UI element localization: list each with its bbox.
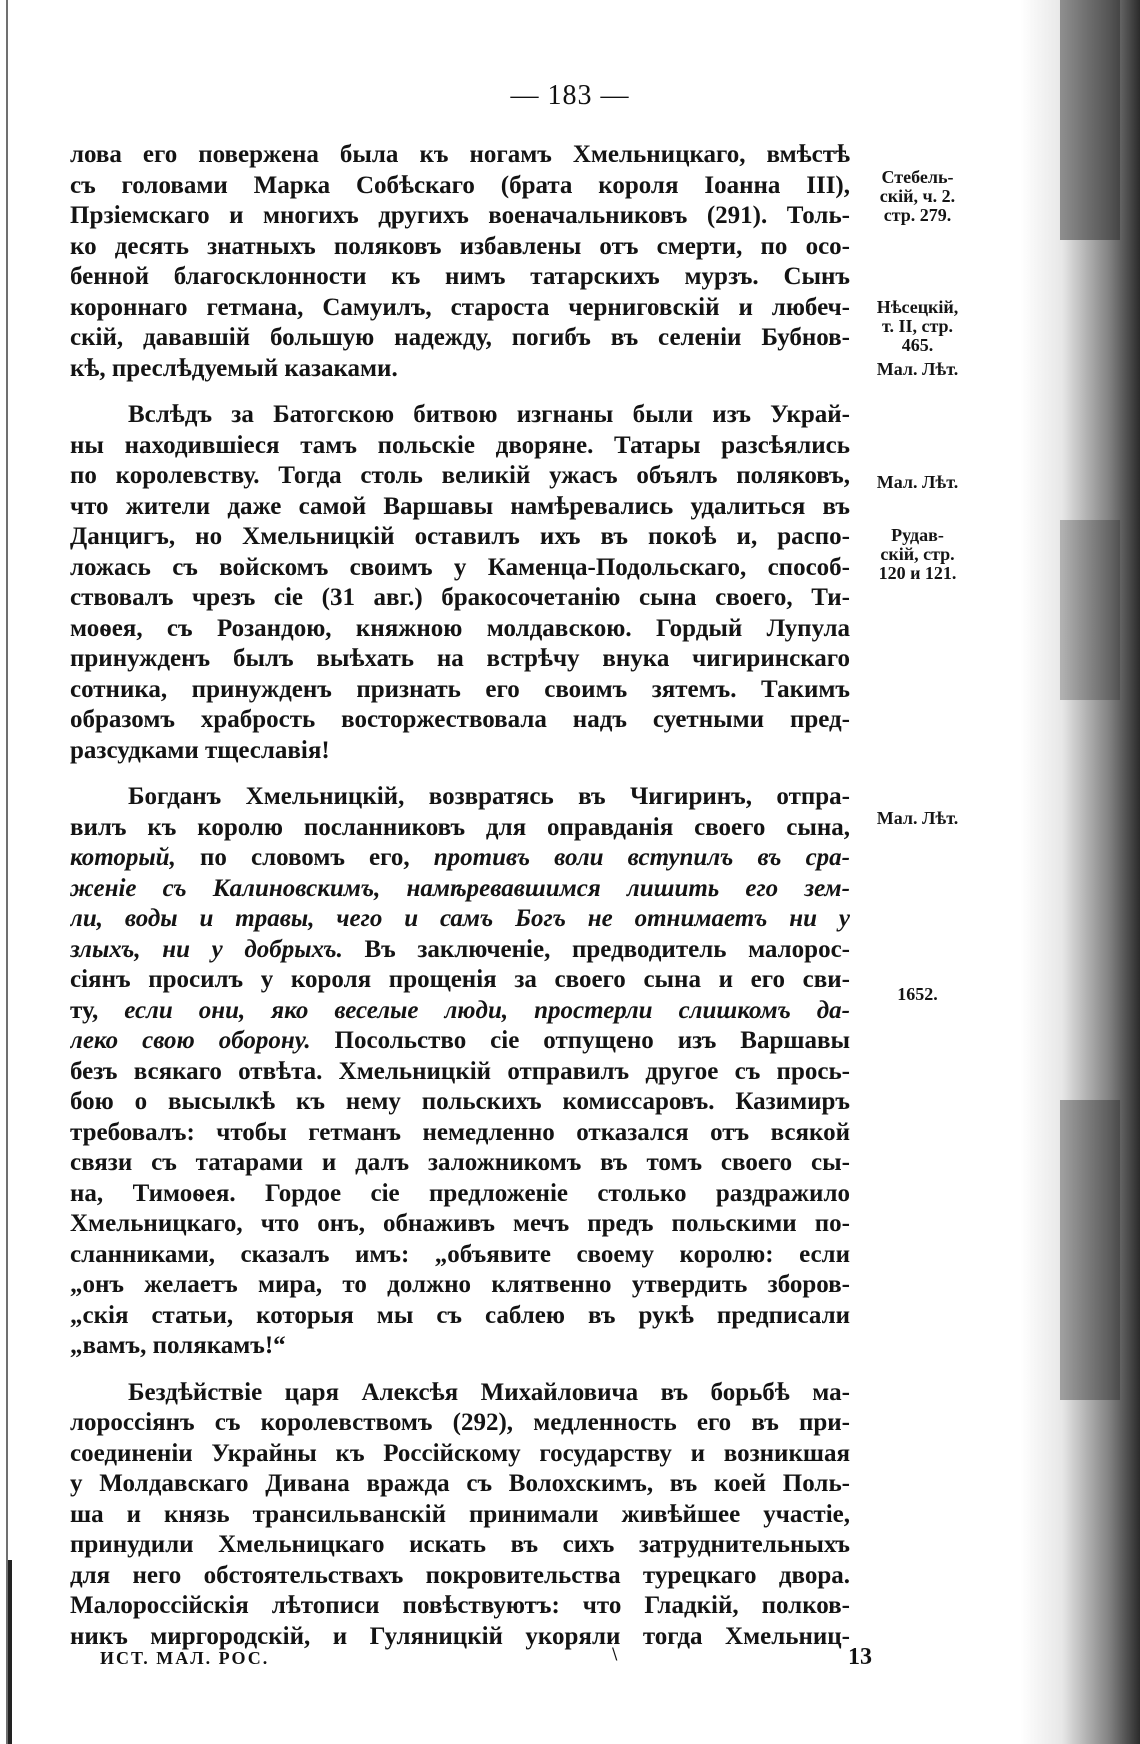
- text-line: Богданъ Хмельницкій, возвратясь въ Чигиринъ, отпра-: [128, 783, 850, 810]
- text-line: сіянъ просилъ у короля прощенія за своего сына и его сви-: [70, 966, 850, 993]
- text-line: Вслѣдъ за Батогскою битвою изгнаны были изъ Украй-: [128, 401, 850, 428]
- note-line: 120 и 121.: [878, 563, 957, 583]
- text-line: моѳея, съ Розандою, княжною молдавскою. Гордый Лупула: [70, 614, 850, 642]
- note-line: 1652.: [897, 984, 938, 1004]
- text-line: [70, 996, 850, 1027]
- text-line: принудили Хмельницкаго искать въ сихъ затруднительныхъ: [70, 1531, 850, 1558]
- scan-right-streak: [1060, 0, 1120, 240]
- text-line: [70, 935, 850, 966]
- text-line: „вамъ, полякамъ!“: [70, 1332, 286, 1359]
- text-line: у Молдавскаго Дивана вражда съ Волохскимъ, въ коей Поль-: [70, 1470, 850, 1497]
- margin-note: [855, 360, 980, 379]
- text-line: лова его повержена была къ ногамъ Хмельницкаго, вмѣстѣ: [70, 141, 850, 168]
- text-line: лороссіянъ съ королевствомъ (292), медленность его въ при-: [70, 1409, 850, 1436]
- scan-right-streak: [1060, 520, 1120, 700]
- note-line: Мал. Лѣт.: [876, 359, 959, 379]
- text-line: образомъ храбрость восторжествовала надъ суетными пред-: [70, 706, 850, 733]
- text-line: кѣ, преслѣдуемый казаками.: [70, 354, 398, 382]
- italic-text: леко свою оборону.: [70, 1027, 311, 1054]
- text-line: требовалъ: чтобы гетманъ немедленно отказался отъ всякой: [70, 1118, 850, 1146]
- text-line: „онъ желаетъ мира, то должно клятвенно утвердить зборов-: [70, 1271, 850, 1298]
- margin-note: [855, 526, 980, 583]
- roman-text: по словомъ его,: [175, 844, 434, 871]
- text-line: по королевству. Тогда столь великій ужасъ объялъ поляковъ,: [70, 462, 850, 489]
- text-line: безъ всякаго отвѣта. Хмельницкій отправилъ другое съ прось-: [70, 1057, 850, 1085]
- scan-right-streak: [1060, 1100, 1120, 1400]
- roman-text: ту,: [70, 996, 125, 1024]
- text-line: ко десять знатныхъ поляковъ избавлены отъ смерти, по осо-: [70, 232, 850, 260]
- text-line: соединеніи Украйны къ Россійскому государству и возникшая: [70, 1439, 850, 1467]
- note-line: т. II, стр.: [881, 316, 954, 336]
- text-line: принужденъ былъ выѣхать на встрѣчу внука чигиринскаго: [70, 645, 850, 672]
- italic-text: злыхъ, ни у добрыхъ.: [70, 935, 343, 963]
- signature-mark: ИСТ. МАЛ. РОС.: [100, 1648, 270, 1668]
- italic-text: который,: [70, 844, 176, 871]
- text-line: „скія статьи, которыя мы съ саблею въ рукѣ предписали: [70, 1301, 850, 1329]
- text-line: Хмельницкаго, что онъ, обнаживъ мечъ предъ польскими по-: [70, 1210, 850, 1237]
- text-line: ша и князь трансильванскій принимали живѣйшее участіе,: [70, 1500, 850, 1528]
- text-line: женіе съ Калиновскимъ, намѣревавшимся лишить его зем-: [70, 874, 850, 902]
- note-line: Стебель-: [881, 167, 954, 187]
- text-line: связи съ татарами и далъ заложникомъ въ томъ своего сы-: [70, 1149, 850, 1176]
- scan-right-shadow: [1020, 0, 1140, 1744]
- text-line: вилъ къ королю посланниковъ для оправданія своего сына,: [70, 813, 850, 841]
- note-line: Мал. Лѣт.: [876, 472, 959, 492]
- margin-note: [855, 168, 980, 225]
- text-line: для него обстоятельствахъ покровительства турецкаго двора.: [70, 1561, 850, 1589]
- margin-note: [855, 298, 980, 355]
- text-line: ли, воды и травы, чего и самъ Богъ не отнимаетъ ни у: [70, 905, 850, 932]
- roman-text: Посольство сіе отпущено изъ Варшавы: [310, 1027, 850, 1054]
- text-line: бою о высылкѣ къ нему польскихъ комиссаровъ. Казимиръ: [70, 1088, 850, 1115]
- text-line: сотника, принужденъ признать его своимъ зятемъ. Такимъ: [70, 675, 850, 703]
- note-line: Рудав-: [891, 525, 944, 545]
- note-line: стр. 279.: [883, 205, 952, 225]
- text-line: [70, 843, 850, 874]
- text-line: бенной благосклонности къ нимъ татарскихъ мурзъ. Сынъ: [70, 263, 850, 290]
- text-line: на, Тимоѳея. Гордое сіе предложеніе столько раздражило: [70, 1179, 850, 1207]
- margin-note: [855, 809, 980, 828]
- page-number: — 183 —: [510, 80, 630, 111]
- text-line: сланниками, сказалъ имъ: „объявите своему королю: если: [70, 1240, 850, 1268]
- italic-text: противъ воли вступилъ въ сра-: [433, 844, 850, 871]
- note-line: 465.: [901, 335, 934, 355]
- scan-left-edge-dark: [8, 1560, 12, 1744]
- text-line: Малороссійскія лѣтописи повѣствуютъ: что Гладкій, полков-: [70, 1592, 850, 1619]
- footer-mark: \: [612, 1644, 618, 1663]
- text-line: ны находившіеся тамъ польскіе дворяне. Татары разсѣялись: [70, 431, 850, 459]
- sheet-number: 13: [848, 1644, 872, 1670]
- text-line: разсудками тщеславія!: [70, 736, 330, 764]
- text-line: Данцигъ, но Хмельницкій оставилъ ихъ въ покоѣ и, распо-: [70, 523, 850, 550]
- margin-note: [855, 985, 980, 1004]
- roman-text: Въ заключеніе, предводитель малорос-: [342, 935, 850, 963]
- text-line: Бездѣйствіе царя Алексѣя Михайловича въ борьбѣ ма-: [128, 1378, 850, 1406]
- text-line: ствовалъ чрезъ сіе (31 авг.) бракосочетанію сына своего, Ти-: [70, 584, 850, 611]
- note-line: Мал. Лѣт.: [876, 808, 959, 828]
- text-line: никъ миргородскій, и Гуляницкій укоряли тогда Хмельниц-: [70, 1622, 850, 1650]
- italic-text: если они, яко веселые люди, простерли слишкомъ да-: [124, 996, 850, 1024]
- note-line: скій, ч. 2.: [879, 186, 956, 206]
- note-line: скій, стр.: [880, 544, 955, 564]
- margin-note: [855, 473, 980, 492]
- text-line: скій, дававшій большую надежду, погибъ въ селеніи Бубнов-: [70, 324, 850, 351]
- text-line: [70, 1026, 850, 1057]
- text-line: что жители даже самой Варшавы намѣревались удалиться въ: [70, 492, 850, 520]
- text-line: Прзіемскаго и многихъ другихъ военачальниковъ (291). Толь-: [70, 202, 850, 229]
- scan-left-edge: [6, 0, 8, 1744]
- text-line: короннаго гетмана, Самуилъ, староста черниговскій и любеч-: [70, 293, 850, 321]
- text-line: съ головами Марка Собѣскаго (брата короля Іоанна III),: [70, 171, 850, 199]
- body-text: [70, 140, 850, 1652]
- note-line: Нѣсецкій,: [876, 297, 959, 317]
- text-line: ложась съ войскомъ своимъ у Каменца-Подольскаго, способ-: [70, 553, 850, 581]
